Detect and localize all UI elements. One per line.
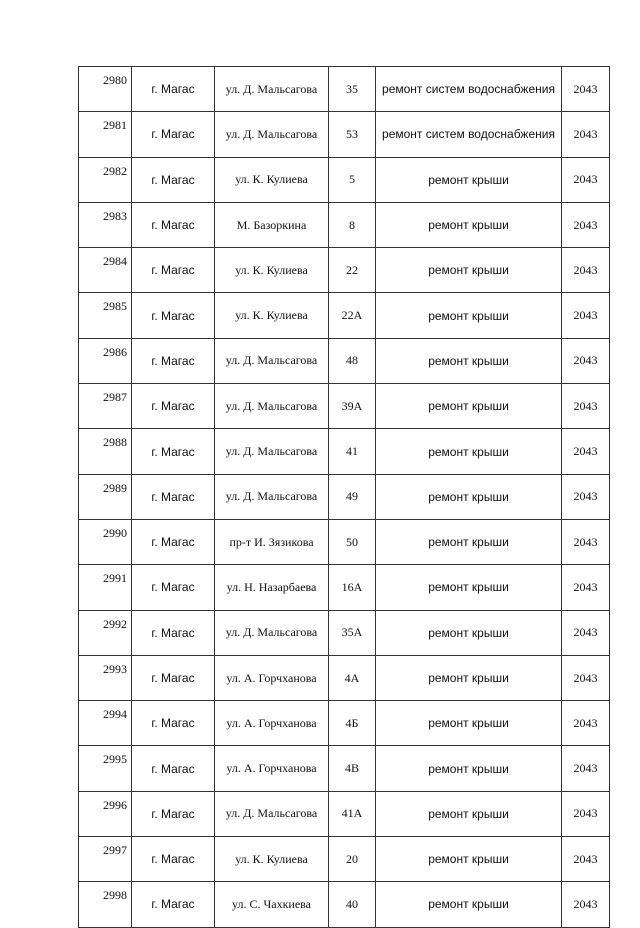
row-number: 2994 [79, 701, 132, 746]
city-cell: г. Магас [132, 882, 215, 927]
work-type-cell: ремонт крыши [376, 384, 562, 429]
table-row [79, 474, 610, 519]
house-number-cell: 40 [329, 882, 376, 927]
row-number: 2982 [79, 157, 132, 202]
work-type-cell: ремонт крыши [376, 519, 562, 564]
row-number: 2995 [79, 746, 132, 791]
house-number-cell: 20 [329, 837, 376, 882]
year-cell: 2043 [562, 384, 610, 429]
city-cell: г. Магас [132, 610, 215, 655]
street-cell: ул. Д. Мальсагова [215, 112, 329, 157]
house-number-cell: 48 [329, 338, 376, 383]
year-cell: 2043 [562, 474, 610, 519]
house-number-cell: 41 [329, 429, 376, 474]
row-number: 2997 [79, 837, 132, 882]
work-type-cell: ремонт крыши [376, 791, 562, 836]
house-number-cell: 53 [329, 112, 376, 157]
city-cell: г. Магас [132, 655, 215, 700]
year-cell: 2043 [562, 519, 610, 564]
street-cell: ул. Д. Мальсагова [215, 338, 329, 383]
street-cell: ул. А. Горчханова [215, 701, 329, 746]
street-cell: ул. К. Кулиева [215, 157, 329, 202]
work-type-cell: ремонт крыши [376, 293, 562, 338]
row-number: 2991 [79, 565, 132, 610]
city-cell: г. Магас [132, 384, 215, 429]
street-cell: ул. Д. Мальсагова [215, 429, 329, 474]
city-cell: г. Магас [132, 338, 215, 383]
year-cell: 2043 [562, 655, 610, 700]
city-cell: г. Магас [132, 248, 215, 293]
house-number-cell: 49 [329, 474, 376, 519]
work-type-cell: ремонт крыши [376, 429, 562, 474]
year-cell: 2043 [562, 565, 610, 610]
work-type-cell: ремонт крыши [376, 882, 562, 927]
row-number: 2998 [79, 882, 132, 927]
row-number: 2984 [79, 248, 132, 293]
house-number-cell: 16А [329, 565, 376, 610]
table-row [79, 655, 610, 700]
street-cell: ул. Д. Мальсагова [215, 384, 329, 429]
work-type-cell: ремонт крыши [376, 746, 562, 791]
work-type-cell: ремонт крыши [376, 248, 562, 293]
table-row [79, 67, 610, 112]
work-type-cell: ремонт крыши [376, 565, 562, 610]
year-cell: 2043 [562, 248, 610, 293]
city-cell: г. Магас [132, 474, 215, 519]
row-number: 2989 [79, 474, 132, 519]
city-cell: г. Магас [132, 746, 215, 791]
row-number: 2992 [79, 610, 132, 655]
city-cell: г. Магас [132, 429, 215, 474]
house-number-cell: 22 [329, 248, 376, 293]
row-number: 2983 [79, 202, 132, 247]
table-row [79, 429, 610, 474]
table-row [79, 157, 610, 202]
house-number-cell: 4Б [329, 701, 376, 746]
table-row [79, 248, 610, 293]
house-number-cell: 35 [329, 67, 376, 112]
table-body [79, 67, 610, 928]
city-cell: г. Магас [132, 67, 215, 112]
work-type-cell: ремонт крыши [376, 837, 562, 882]
city-cell: г. Магас [132, 791, 215, 836]
city-cell: г. Магас [132, 837, 215, 882]
house-number-cell: 4В [329, 746, 376, 791]
house-number-cell: 35А [329, 610, 376, 655]
year-cell: 2043 [562, 882, 610, 927]
city-cell: г. Магас [132, 293, 215, 338]
table-row [79, 384, 610, 429]
street-cell: ул. А. Горчханова [215, 746, 329, 791]
city-cell: г. Магас [132, 112, 215, 157]
year-cell: 2043 [562, 701, 610, 746]
table-row [79, 112, 610, 157]
street-cell: ул. К. Кулиева [215, 293, 329, 338]
street-cell: ул. К. Кулиева [215, 248, 329, 293]
city-cell: г. Магас [132, 519, 215, 564]
year-cell: 2043 [562, 338, 610, 383]
house-number-cell: 4А [329, 655, 376, 700]
repair-schedule-table [78, 66, 610, 928]
year-cell: 2043 [562, 791, 610, 836]
work-type-cell: ремонт крыши [376, 157, 562, 202]
street-cell: ул. Д. Мальсагова [215, 67, 329, 112]
year-cell: 2043 [562, 67, 610, 112]
year-cell: 2043 [562, 610, 610, 655]
house-number-cell: 41А [329, 791, 376, 836]
work-type-cell: ремонт систем водоснабжения [376, 112, 562, 157]
work-type-cell: ремонт крыши [376, 474, 562, 519]
house-number-cell: 8 [329, 202, 376, 247]
table-row [79, 746, 610, 791]
table-row [79, 791, 610, 836]
work-type-cell: ремонт крыши [376, 202, 562, 247]
table-row [79, 610, 610, 655]
table-row [79, 701, 610, 746]
table-row [79, 837, 610, 882]
street-cell: ул. Д. Мальсагова [215, 791, 329, 836]
row-number: 2981 [79, 112, 132, 157]
row-number: 2985 [79, 293, 132, 338]
street-cell: ул. А. Горчханова [215, 655, 329, 700]
row-number: 2996 [79, 791, 132, 836]
street-cell: ул. Н. Назарбаева [215, 565, 329, 610]
house-number-cell: 5 [329, 157, 376, 202]
street-cell: ул. К. Кулиева [215, 837, 329, 882]
house-number-cell: 50 [329, 519, 376, 564]
year-cell: 2043 [562, 293, 610, 338]
table-row [79, 293, 610, 338]
row-number: 2990 [79, 519, 132, 564]
table-row [79, 519, 610, 564]
row-number: 2987 [79, 384, 132, 429]
table-row [79, 565, 610, 610]
year-cell: 2043 [562, 157, 610, 202]
city-cell: г. Магас [132, 157, 215, 202]
work-type-cell: ремонт крыши [376, 338, 562, 383]
year-cell: 2043 [562, 202, 610, 247]
row-number: 2993 [79, 655, 132, 700]
year-cell: 2043 [562, 746, 610, 791]
work-type-cell: ремонт крыши [376, 655, 562, 700]
street-cell: пр-т И. Зязикова [215, 519, 329, 564]
street-cell: ул. Д. Мальсагова [215, 610, 329, 655]
table-row [79, 882, 610, 927]
year-cell: 2043 [562, 112, 610, 157]
street-cell: М. Базоркина [215, 202, 329, 247]
work-type-cell: ремонт крыши [376, 701, 562, 746]
work-type-cell: ремонт крыши [376, 610, 562, 655]
row-number: 2986 [79, 338, 132, 383]
city-cell: г. Магас [132, 701, 215, 746]
table-row [79, 338, 610, 383]
street-cell: ул. Д. Мальсагова [215, 474, 329, 519]
work-type-cell: ремонт систем водоснабжения [376, 67, 562, 112]
row-number: 2988 [79, 429, 132, 474]
city-cell: г. Магас [132, 202, 215, 247]
house-number-cell: 22А [329, 293, 376, 338]
city-cell: г. Магас [132, 565, 215, 610]
year-cell: 2043 [562, 429, 610, 474]
row-number: 2980 [79, 67, 132, 112]
year-cell: 2043 [562, 837, 610, 882]
street-cell: ул. С. Чахкиева [215, 882, 329, 927]
house-number-cell: 39А [329, 384, 376, 429]
table-row [79, 202, 610, 247]
